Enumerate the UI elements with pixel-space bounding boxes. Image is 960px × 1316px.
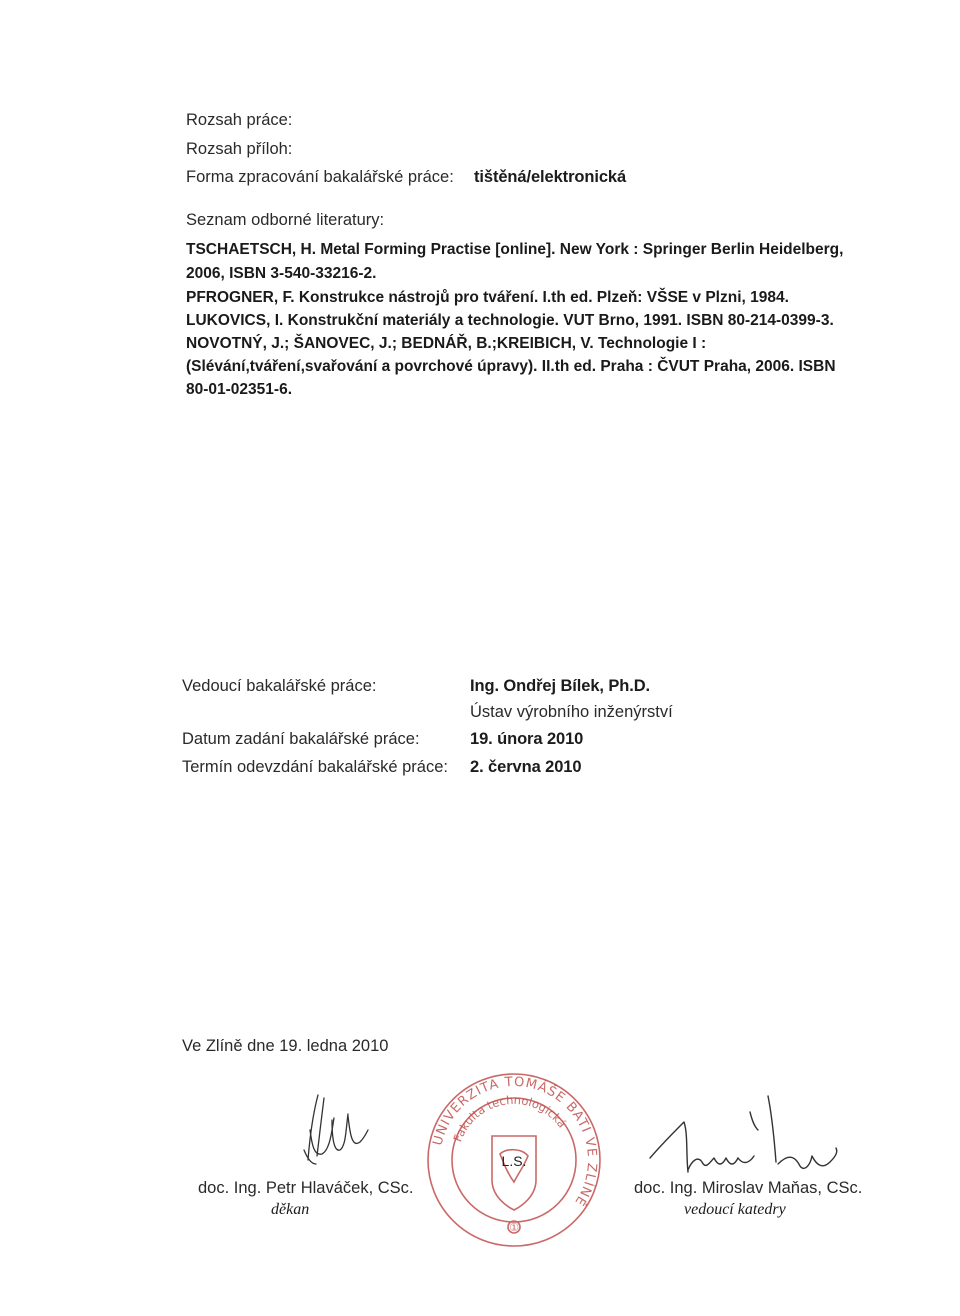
dean-name: doc. Ing. Petr Hlaváček, CSc. [198,1179,414,1197]
supervisor-name: Ing. Ondřej Bílek, Ph.D. [470,677,651,695]
place-and-date: Ve Zlíně dne 19. ledna 2010 [182,1037,389,1055]
stamp-outer-text: UNIVERZITA TOMÁŠE BATI VE ZLÍNĚ [430,1074,600,1209]
literature-line: 2006, ISBN 3-540-33216-2. [186,265,377,282]
scope-of-appendices-label: Rozsah příloh: [186,140,293,158]
literature-line: (Slévání,tváření,svařování a povrchové úpravy). II.th ed. Praha : ČVUT Praha, 2006. ISBN [186,358,836,375]
assignment-date-label: Datum zadání bakalářské práce: [182,730,420,748]
department-head-role: vedoucí katedry [684,1201,786,1218]
literature-line: LUKOVICS, I. Konstrukční materiály a technologie. VUT Brno, 1991. ISBN 80-214-0399-3. [186,312,834,329]
form-of-processing-label: Forma zpracování bakalářské práce: [186,168,454,186]
scope-of-work-label: Rozsah práce: [186,111,293,129]
university-stamp [424,1070,604,1250]
supervisor-label: Vedoucí bakalářské práce: [182,677,377,695]
due-date-label: Termín odevzdání bakalářské práce: [182,758,448,776]
dean-role: děkan [271,1201,310,1218]
stamp-center-mark: L.S. [501,1153,527,1169]
dean-signature [270,1090,380,1170]
stamp-number: ① [509,1221,519,1234]
literature-line: PFROGNER, F. Konstrukce nástrojů pro tváření. I.th ed. Plzeň: VŠSE v Plzni, 1984. [186,289,789,306]
department-head-name: doc. Ing. Miroslav Maňas, CSc. [634,1179,863,1197]
literature-line: 80-01-02351-6. [186,381,292,398]
department-head-signature [640,1092,860,1184]
due-date-value: 2. června 2010 [470,758,582,776]
literature-line: NOVOTNÝ, J.; ŠANOVEC, J.; BEDNÁŘ, B.;KREIBICH, V. Technologie I : [186,335,707,352]
supervisor-department: Ústav výrobního inženýrství [470,703,673,721]
form-of-processing-value: tištěná/elektronická [474,168,627,186]
literature-line: TSCHAETSCH, H. Metal Forming Practise [online]. New York : Springer Berlin Heidelberg, [186,241,844,258]
stamp-inner-text: Fakulta technologická [450,1092,570,1144]
literature-heading: Seznam odborné literatury: [186,211,385,229]
assignment-date-value: 19. února 2010 [470,730,584,748]
